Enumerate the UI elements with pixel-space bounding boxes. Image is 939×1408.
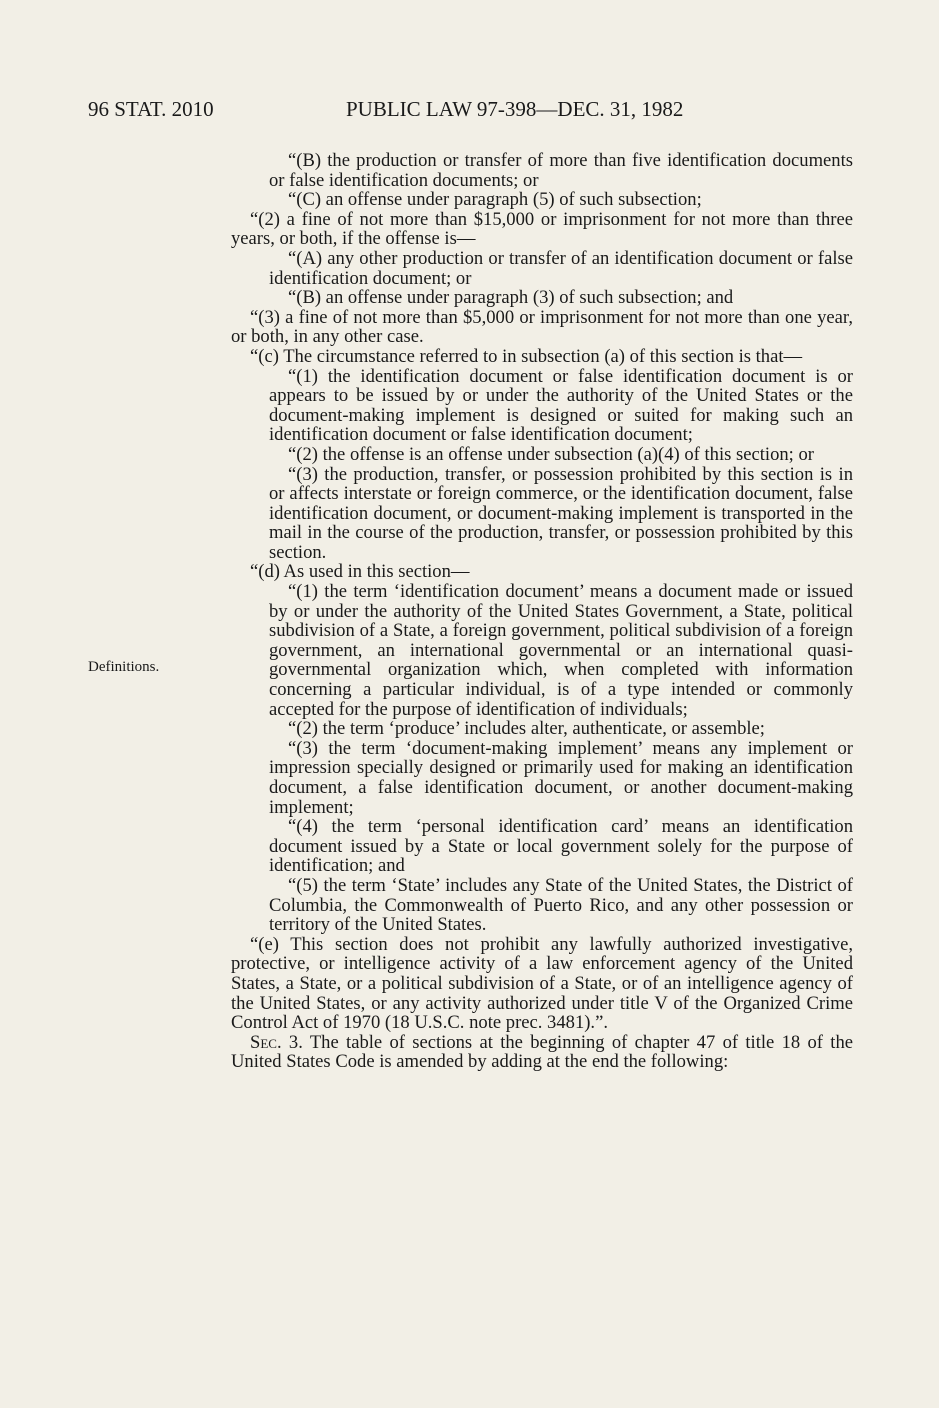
definition-identification-document: “(1) the term ‘identification document’ means a document made or issued by or under the authority of the United States Government, a State, political subdivision of a State, a foreign government, political subdivision of a foreign government, an international governmental or an international quasi-governmental organization which, when completed with information concerning a particular individual, is of a type intended or commonly accepted for the purpose of identification of individuals; — [269, 581, 853, 720]
definition-document-making-implement: “(3) the term ‘document-making implement’ means any implement or impression specially designed or primarily used for making an identification document, a false identification document, or another document-making implement; — [269, 737, 853, 818]
section-3-text: 3. The table of sections at the beginning of chapter 47 of title 18 of the United States Code is amended by adding at the end the following: — [231, 1031, 853, 1073]
paragraph-2-fine: “(2) a fine of not more than $15,000 or imprisonment for not more than three years, or both, if the offense is— — [231, 208, 853, 250]
paragraph-a-other-production: “(A) any other production or transfer of an identification document or false identification document; or — [269, 247, 853, 289]
subsection-c: “(c) The circumstance referred to in subsection (a) of this section is that— — [250, 345, 803, 367]
paragraph-3-fine: “(3) a fine of not more than $5,000 or imprisonment for not more than one year, or both, in any other case. — [231, 306, 853, 348]
margin-note-definitions: Definitions. — [88, 659, 160, 675]
document-body — [231, 151, 853, 1072]
paragraph-c-offense: “(C) an offense under paragraph (5) of such subsection; — [288, 189, 702, 211]
paragraph-b-offense: “(B) an offense under paragraph (3) of such subsection; and — [288, 287, 734, 309]
definition-state: “(5) the term ‘State’ includes any State of the United States, the District of Columbia, the Commonwealth of Puerto Rico, and any other possession or territory of the United States. — [269, 874, 853, 936]
subsection-c-3: “(3) the production, transfer, or possession prohibited by this section is in or affects interstate or foreign commerce, or the identification document, false identification document, or document-making implement is transported in the mail in the course of the production, transfer, or possession prohibited by this section. — [269, 463, 853, 563]
subsection-c-2: “(2) the offense is an offense under subsection (a)(4) of this section; or — [288, 443, 814, 465]
subsection-e: “(e) This section does not prohibit any lawfully authorized investigative, protective, or intelligence activity of a law enforcement agency of the United States, a State, or a political subdivision of a State, or of an intelligence agency of the United States, or any activity authorized under title V of the Organized Crime Control Act of 1970 (18 U.S.C. note prec. 3481).”. — [231, 933, 853, 1034]
subsection-c-1: “(1) the identification document or false identification document is or appears to be issued by or under the authority of the United States or the document-making implement is designed or suited for making such an identification document or false identification document; — [269, 365, 853, 446]
section-3 — [231, 1033, 853, 1072]
definition-personal-identification-card: “(4) the term ‘personal identification card’ means an identification document issued by a State or local government solely for the purpose of identification; and — [269, 816, 853, 877]
public-law-title: PUBLIC LAW 97-398—DEC. 31, 1982 — [346, 97, 684, 121]
subsection-d: “(d) As used in this section— — [250, 561, 470, 583]
paragraph-b-production: “(B) the production or transfer of more than five identification documents or false identification documents; or — [269, 150, 853, 191]
definition-produce: “(2) the term ‘produce’ includes alter, authenticate, or assemble; — [288, 718, 765, 740]
section-label: Sec. — [250, 1031, 282, 1053]
page-header — [88, 97, 848, 127]
statute-citation: 96 STAT. 2010 — [88, 97, 214, 121]
